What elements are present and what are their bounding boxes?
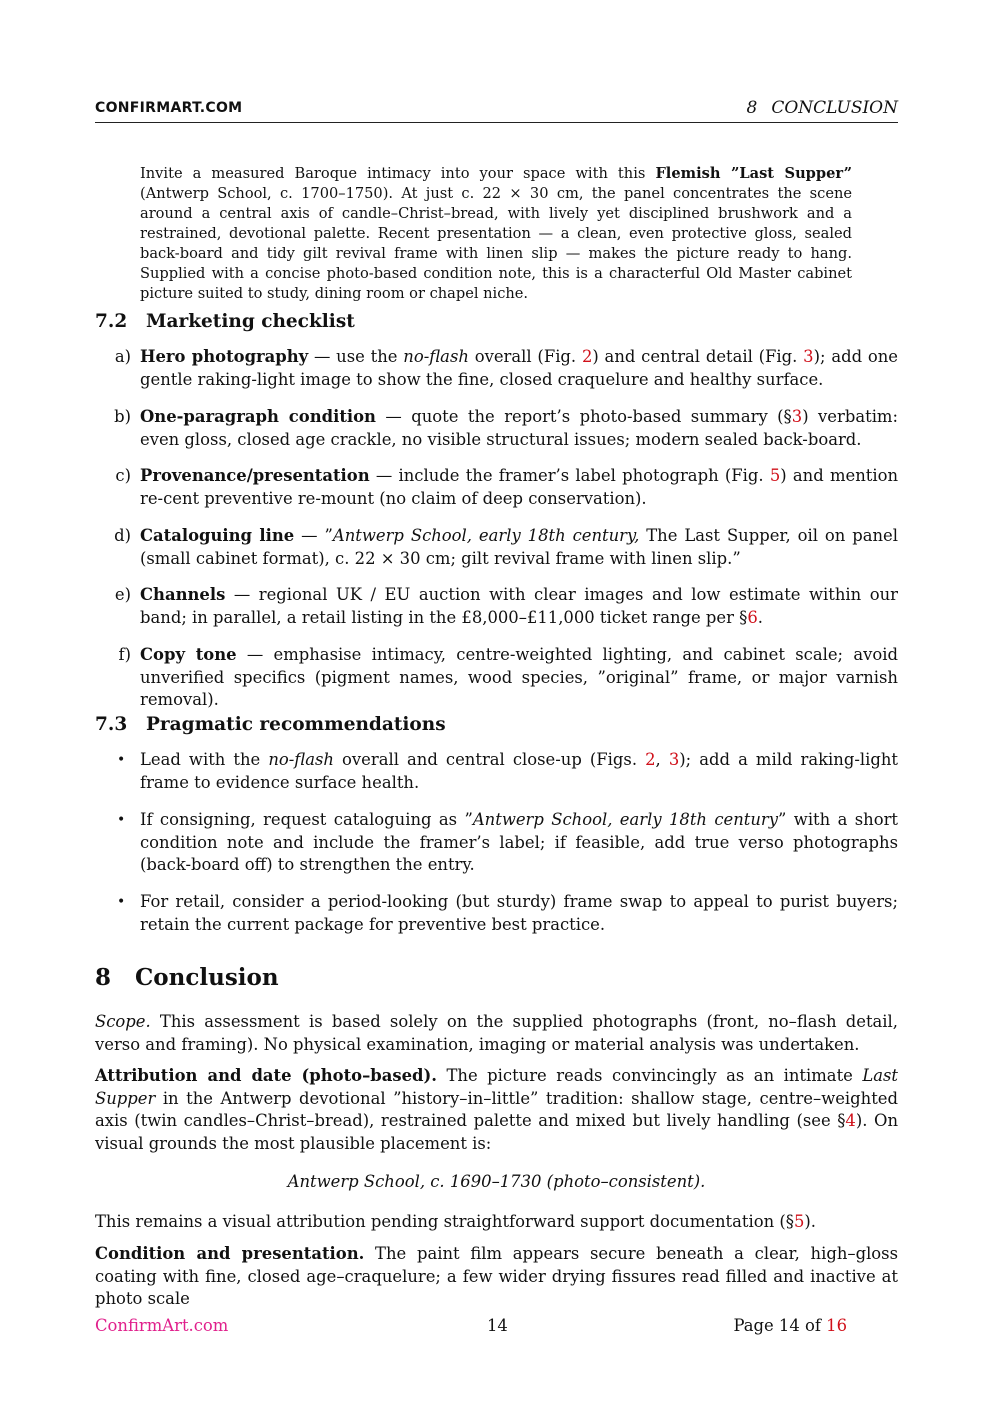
item-text: — quote the report’s photo-based summary (§ [375, 407, 792, 426]
paragraph-italic: Last Supper [95, 1066, 899, 1108]
item-text: overall (Fig. [468, 347, 582, 366]
item-text: — use the [308, 347, 404, 366]
item-marker: c) [115, 466, 131, 485]
item-text: For retail, consider a period-looking (but sturdy) frame swap to appeal to purist buyers; retain the current package for preventive best practice. [140, 892, 898, 934]
item-heading: Cataloguing line [140, 526, 295, 545]
item-text: — include the framer’s label photograph (Fig. [369, 466, 770, 485]
paragraph-text: ). [804, 1212, 816, 1231]
item-text: , [655, 750, 669, 769]
item-heading: Copy tone [140, 645, 237, 664]
item-text: ); add a mild raking-light frame to evidence surface health. [140, 750, 898, 792]
item-marker: a) [114, 347, 131, 366]
item-text: The Last Supper, oil on panel (small cabinet format), c. 22 × 30 cm; gilt revival frame with linen slip.” [140, 526, 898, 568]
item-italic: Antwerp School, early 18th century, [332, 526, 640, 545]
item-text: ) and mention re-cent preventive re-mount (no claim of deep conservation). [140, 466, 899, 508]
running-header [95, 98, 898, 123]
site-logo: CONFIRMART.COM [95, 100, 243, 116]
section-link[interactable]: 5 [793, 1212, 805, 1231]
item-text: — ” [294, 526, 333, 545]
footer-page-number: 14 [487, 1316, 508, 1335]
section-heading-7-2 [95, 311, 355, 332]
pending-paragraph [95, 1211, 898, 1234]
figure-link[interactable]: 3 [803, 347, 814, 366]
section-title: Conclusion [135, 964, 279, 991]
section-title: Marketing checklist [146, 311, 355, 332]
item-marker: e) [114, 585, 131, 604]
marketing-blurb [140, 164, 852, 304]
item-text: — emphasise intimacy, centre-weighted lighting, and cabinet scale; avoid unverified specifics (pigment names, wood species, ”original” frame, or major varnish removal). [140, 645, 898, 709]
bullet-dot: • [117, 752, 126, 768]
scope-paragraph [95, 1011, 898, 1056]
running-section-number: 8 [746, 98, 758, 118]
item-text: — regional UK / EU auction with clear images and low estimate within our band; in parallel, a retail listing in the £8,000–£11,000 ticket range per § [140, 585, 898, 627]
item-italic: Antwerp School, early 18th century [472, 810, 779, 829]
paragraph-text: The picture reads convincingly as an intimate [436, 1066, 863, 1085]
item-text: overall and central close-up (Figs. [333, 750, 646, 769]
section-number: 7.2 [95, 311, 128, 332]
item-italic: no-flash [268, 750, 334, 769]
paragraph-text: in the Antwerp devotional ”history–in–little” tradition: shallow stage, centre–weighted axis (twin candles–Christ–bread), restrained palette and mixed but lively handling (see § [95, 1088, 898, 1130]
item-text: . [757, 607, 764, 627]
running-section-name: CONCLUSION [771, 98, 898, 118]
item-text: ); add one gentle raking-light image to show the fine, closed craquelure and healthy surface. [140, 347, 898, 389]
footer-page-of [733, 1316, 847, 1335]
blurb-title: Flemish ”Last Supper” [655, 165, 852, 182]
blurb-text-2: (Antwerp School, c. 1700–1750). At just c. 22 × 30 cm, the panel concentrates the scene around a central axis of candle–Christ–bread, with lively yet disciplined brushwork and a restrained, devotional palette. Recent presentation — a clean, even protective gloss, sealed back-board and tidy gilt revival frame with linen slip — makes the picture ready to hang. Supplied with a concise photo-based condition note, this is a characterful Old Master cabinet picture suited to study, dining room or chapel niche. [140, 185, 852, 302]
attribution-paragraph [95, 1065, 898, 1155]
figure-link[interactable]: 3 [668, 750, 680, 769]
section-link[interactable]: 3 [791, 407, 803, 426]
condition-label: Condition and presentation. [95, 1244, 365, 1263]
placement-statement: Antwerp School, c. 1690–1730 (photo–consistent). [287, 1172, 706, 1191]
bullet-dot: • [117, 894, 126, 910]
bullet-dot: • [117, 812, 126, 828]
paragraph-text: This remains a visual attribution pending straightforward support documentation (§ [95, 1212, 794, 1231]
paragraph-text: ). On visual grounds the most plausible placement is: [95, 1111, 899, 1153]
page-of-text: Page 14 of [733, 1316, 827, 1335]
running-section-title [746, 98, 898, 118]
section-heading-8 [95, 964, 279, 991]
scope-label: Scope. [95, 1012, 151, 1031]
figure-link[interactable]: 5 [769, 466, 781, 485]
item-marker: f) [118, 645, 131, 664]
section-heading-7-3 [95, 714, 446, 735]
item-text: ” with a short condition note and include the framer’s label; if feasible, add true verso photographs (back-board off) to strengthen the entry. [140, 810, 898, 874]
item-marker: b) [114, 407, 131, 426]
attribution-label: Attribution and date (photo–based). [95, 1066, 437, 1085]
item-marker: d) [114, 526, 131, 545]
item-text: ) and central detail (Fig. [592, 347, 804, 366]
item-text: Lead with the [140, 750, 269, 769]
figure-link[interactable]: 2 [581, 347, 593, 366]
section-link[interactable]: 4 [845, 1111, 856, 1130]
condition-paragraph [95, 1243, 898, 1311]
total-pages-link[interactable]: 16 [826, 1316, 847, 1335]
item-heading: Hero photography [140, 347, 309, 366]
condition-text: The paint film appears secure beneath a clear, high–gloss coating with fine, closed age–craquelure; a few wider drying fissures read filled and inactive at photo scale [95, 1244, 898, 1308]
blurb-text-1: Invite a measured Baroque intimacy into your space with this [140, 165, 656, 182]
item-text: ) verbatim: even gloss, closed age crackle, no visible structural issues; modern sealed back-board. [140, 407, 898, 449]
item-heading: Provenance/presentation [140, 466, 370, 485]
item-heading: Channels [140, 585, 226, 604]
footer-site-link[interactable]: ConfirmArt.com [95, 1316, 229, 1335]
item-italic: no-flash [403, 347, 469, 366]
item-heading: One-paragraph condition [140, 407, 376, 426]
section-number: 8 [95, 964, 112, 991]
section-link[interactable]: 6 [747, 607, 758, 627]
scope-text: This assessment is based solely on the supplied photographs (front, no–flash detail, verso and framing). No physical examination, imaging or material analysis was undertaken. [95, 1012, 898, 1054]
section-number: 7.3 [95, 714, 128, 735]
figure-link[interactable]: 2 [645, 750, 656, 769]
section-title: Pragmatic recommendations [146, 714, 446, 735]
item-text: If consigning, request cataloguing as ” [140, 810, 473, 829]
